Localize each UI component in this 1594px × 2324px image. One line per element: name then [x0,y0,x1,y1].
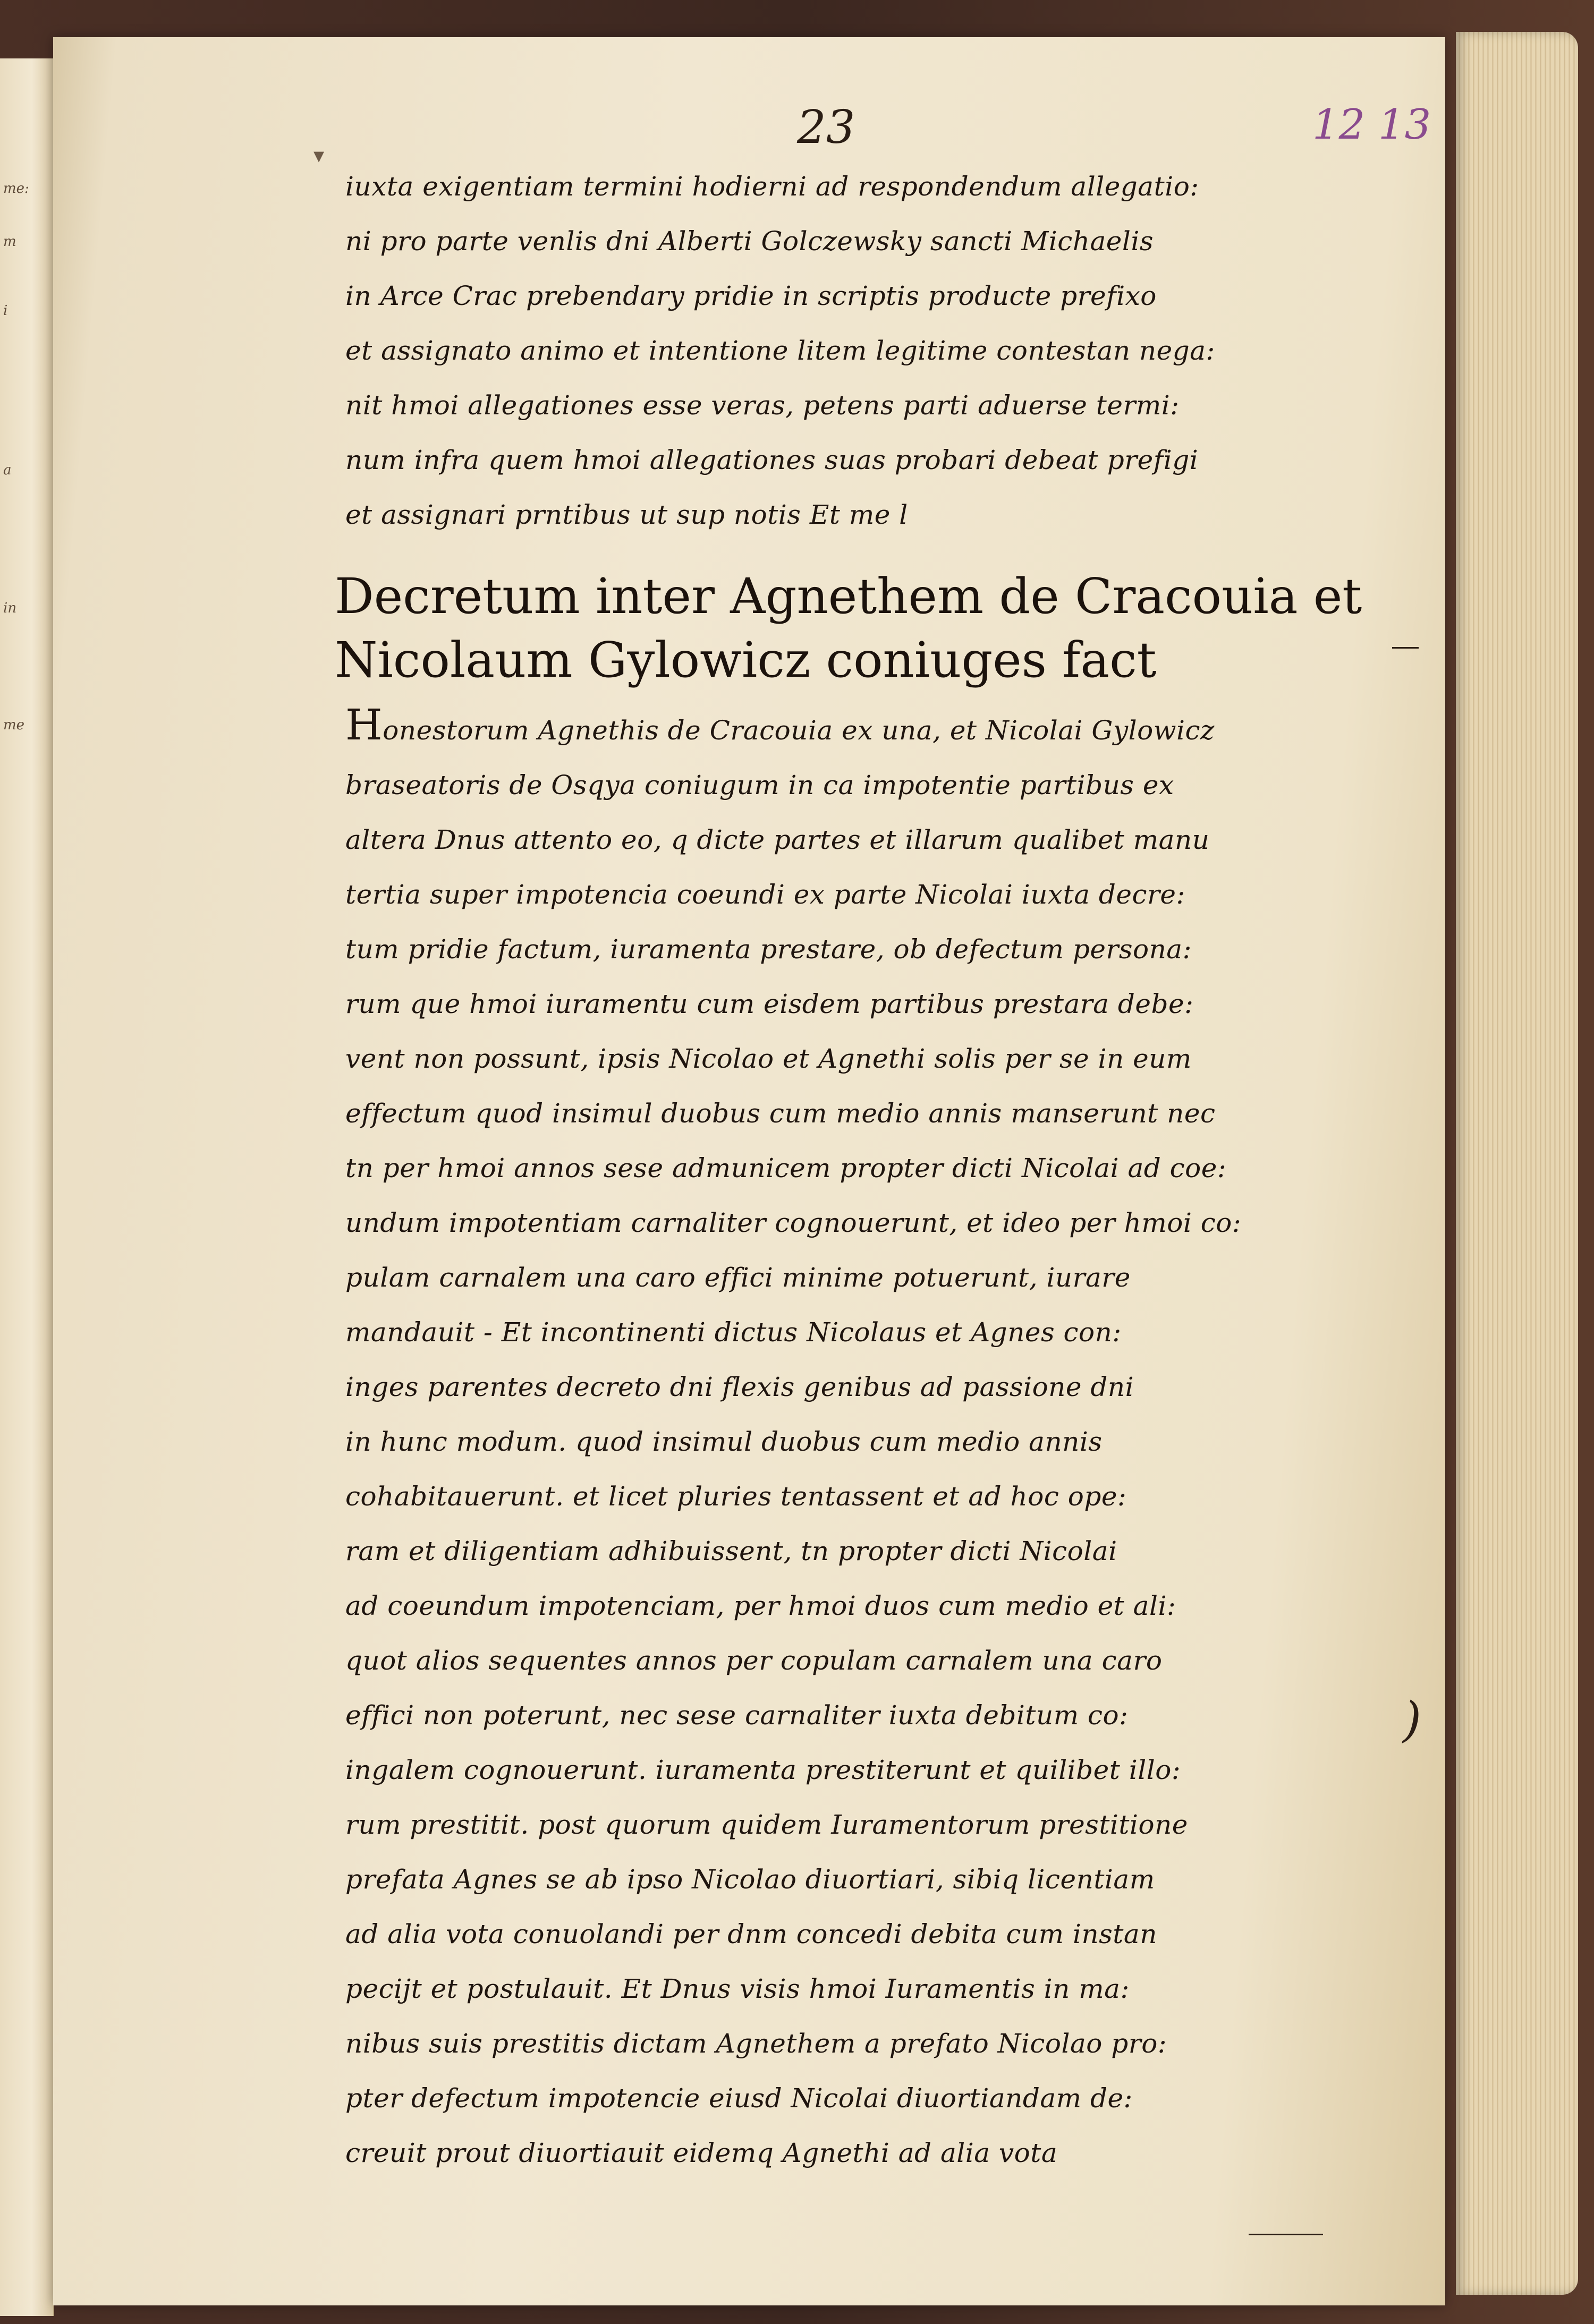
text-line: nit hmoi allegationes esse veras, petens parti aduerse termi: [345,390,1180,421]
text-line: et assignato animo et intentione litem legitime contestan nega: [345,335,1215,366]
text-line: cohabitauerunt. et licet pluries tentassent et ad hoc ope: [345,1481,1127,1512]
text-line: rum prestitit. post quorum quidem Iuramentorum prestitione [345,1809,1188,1840]
text-line: et assignari prntibus ut sup notis Et me l [345,499,908,530]
left-facing-page [0,58,54,2316]
line-end-rule [1249,2234,1323,2235]
text-line: braseatoris de Osqya coniugum in ca impotentie partibus ex [345,770,1174,801]
ink-mark-icon: ▾ [313,143,325,168]
manuscript-text [335,159,1403,2181]
margin-rule [1392,647,1419,649]
text-line: ingalem cognouerunt. iuramenta prestiterunt et quilibet illo: [345,1755,1181,1785]
folio-number: 23 [797,101,855,154]
text-line: tertia super impotencia coeundi ex parte Nicolai iuxta decre: [345,879,1185,910]
text-line: mandauit - Et incontinenti dictus Nicolaus et Agnes con: [345,1317,1122,1348]
text-line: effectum quod insimul duobus cum medio annis manserunt nec [345,1098,1216,1129]
text-line: in Arce Crac prebendary pridie in scriptis producte prefixo [345,280,1157,311]
heading-line: Decretum inter Agnethem de Cracouia et [335,568,1362,625]
left-page-fragment: me [3,717,25,733]
heading-line: Nicolaum Gylowicz coniuges fact [335,632,1157,688]
text-line: tn per hmoi annos sese admunicem propter dicti Nicolai ad coe: [345,1153,1227,1184]
text-line: undum impotentiam carnaliter cognouerunt, et ideo per hmoi co: [345,1207,1242,1238]
left-page-fragment: a [3,462,12,478]
foliation-number: 12 13 [1312,101,1431,149]
text-line-content: onestorum Agnethis de Cracouia ex una, et Nicolai Gylowicz [383,715,1215,746]
text-line: iuxta exigentiam termini hodierni ad respondendum allegatio: [345,171,1199,202]
text-line: num infra quem hmoi allegationes suas probari debeat prefigi [345,445,1199,475]
text-line: creuit prout diuortiauit eidemq Agnethi ad alia vota [345,2138,1058,2168]
text-line: tum pridie factum, iuramenta prestare, ob defectum persona: [345,934,1192,965]
text-line: altera Dnus attento eo, q dicte partes et illarum qualibet manu [345,824,1210,855]
page-edges [1456,32,1578,2295]
preceding-entry [345,159,1403,542]
text-line: vent non possunt, ipsis Nicolao et Agnethi solis per se in eum [345,1043,1192,1074]
text-line: ad alia vota conuolandi per dnm concedi debita cum instan [345,1919,1157,1950]
text-line: ni pro parte venlis dni Alberti Golczewsky sancti Michaelis [345,226,1154,257]
left-page-fragment: in [3,600,17,616]
left-page-fragment: i [3,303,8,319]
left-page-fragment: m [3,234,16,250]
text-line [345,697,1403,758]
text-line: inges parentes decreto dni flexis genibus ad passione dni [345,1372,1134,1402]
text-line: prefata Agnes se ab ipso Nicolao diuortiari, sibiq licentiam [345,1864,1155,1895]
text-line: in hunc modum. quod insimul duobus cum medio annis [345,1426,1103,1457]
initial-letter: H [345,700,383,750]
text-line: ad coeundum impotenciam, per hmoi duos cum medio et ali: [345,1590,1176,1621]
text-line: pulam carnalem una caro effici minime potuerunt, iurare [345,1262,1131,1293]
text-line: effici non poterunt, nec sese carnaliter iuxta debitum co: [345,1700,1129,1731]
text-line: quot alios sequentes annos per copulam carnalem una caro [345,1645,1163,1676]
text-line: ram et diligentiam adhibuissent, tn propter dicti Nicolai [345,1536,1117,1567]
margin-bracket-icon: ) [1403,1692,1422,1748]
entry-body [345,697,1403,2181]
entry-heading [335,565,1403,692]
text-line: pecijt et postulauit. Et Dnus visis hmoi Iuramentis in ma: [345,1973,1130,2004]
text-line: nibus suis prestitis dictam Agnethem a prefato Nicolao pro: [345,2028,1167,2059]
text-line: rum que hmoi iuramentu cum eisdem partibus prestara debe: [345,989,1194,1019]
left-page-fragment: me: [3,181,29,197]
text-line: pter defectum impotencie eiusd Nicolai diuortiandam de: [345,2083,1133,2114]
